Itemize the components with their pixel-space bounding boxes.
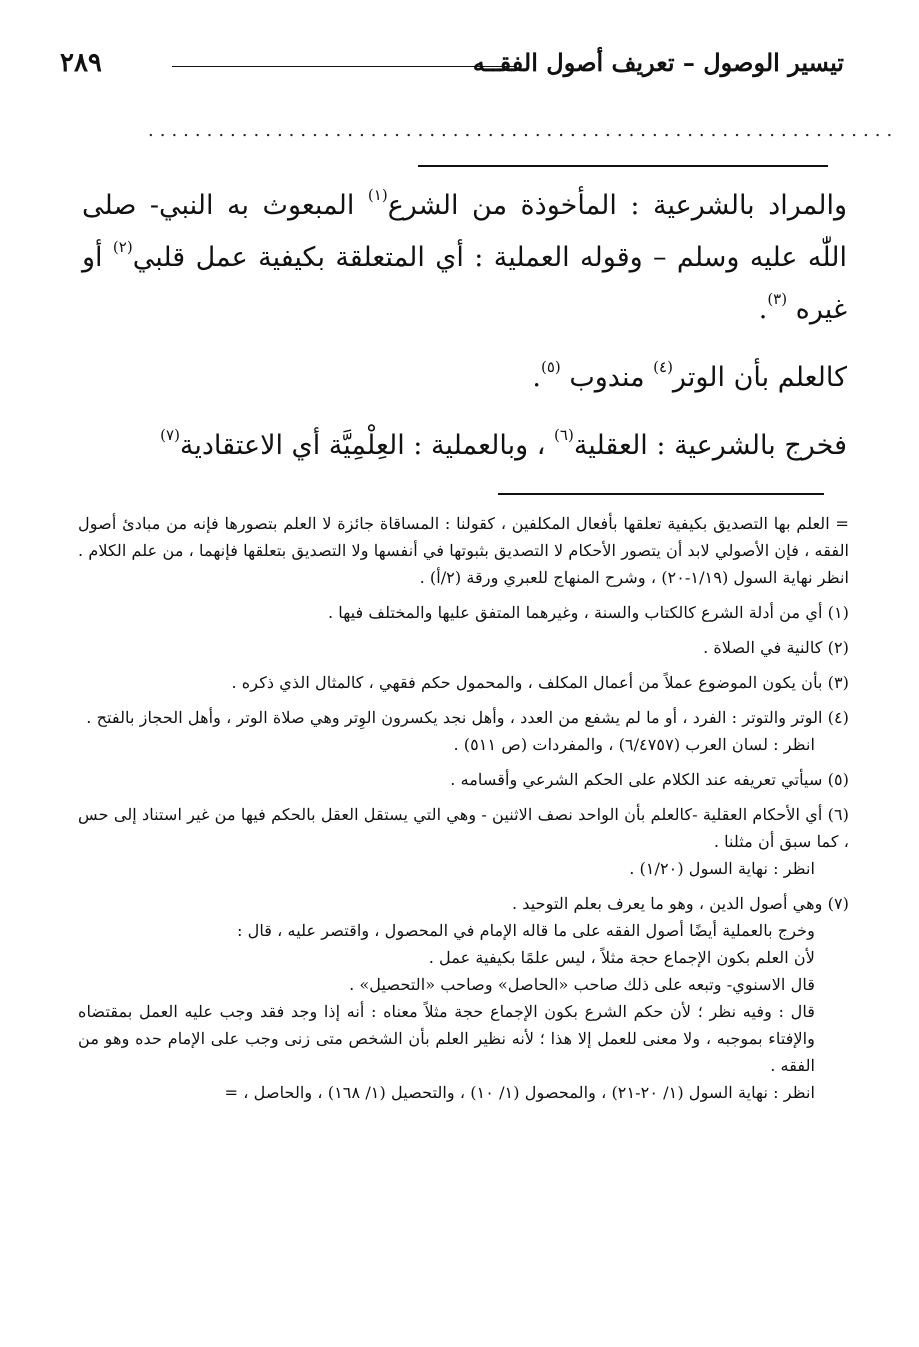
text-run: ، وبالعملية : العِلْمِيَّة أي الاعتقادية bbox=[179, 430, 555, 461]
footnote-ref-3[interactable]: (٣) bbox=[767, 290, 788, 308]
footnote-continuation: = العلم بها التصديق بكيفية تعلقها بأفعال المكلفين ، كقولنا : المساقاة جائزة لا العلم بتصورها فإنه من مبادئ أصول الفقه ، فإن الأصولي لابد أن يتصور الأحكام لا التصديق بثبوتها في أنفسها ولا التصديق بتعلقها فإنهما ، من علم الكلام . انظر نهاية السول (١/١٩-٢٠) ، وشرح المنهاج للعبري ورقة (٢/أ) . bbox=[78, 514, 849, 587]
main-text bbox=[82, 180, 847, 472]
footnote-ref-1[interactable]: (١) bbox=[367, 186, 388, 204]
footnote-7-line-c: قال الاسنوي- وتبعه على ذلك صاحب «الحاصل» وصاحب «التحصيل» . bbox=[349, 975, 815, 994]
footnote-7-line-a: وخرج بالعملية أيضًا أصول الفقه على ما قاله الإمام في المحصول ، واقتصر عليه ، قال : bbox=[236, 921, 815, 940]
footnote-ref-4[interactable]: (٤) bbox=[653, 358, 673, 376]
footnote-7: (٧) وهي أصول الدين ، وهو ما يعرف بعلم التوحيد . bbox=[512, 894, 849, 913]
text-run: . bbox=[758, 294, 768, 325]
footnote-4: (٤) الوتر والتوتر : الفرد ، أو ما لم يشفع من العدد ، وأهل نجد يكسرون الوِتر وهي صلاة الوتر ، وأهل الحجاز بالفتح . bbox=[86, 708, 849, 727]
footnote-7-line-e: انظر : نهاية السول (١/ ٢٠-٢١) ، والمحصول (١/ ١٠) ، والتحصيل (١/ ١٦٨) ، والحاصل ، = bbox=[224, 1083, 815, 1102]
footnote-3: (٣) بأن يكون الموضوع عملاً من أعمال المكلف ، والمحمول حكم فقهي ، كالمثال الذي ذكره . bbox=[231, 673, 849, 692]
footnote-ref-6[interactable]: (٦) bbox=[554, 426, 574, 444]
footnote-6: (٦) أي الأحكام العقلية -كالعلم بأن الواحد نصف الاثنين - وهي التي يستقل العقل بالحكم فيها من غير استناد إلى حس ، كما سبق أن مثلنا . bbox=[78, 805, 849, 851]
footnote-7-line-d: قال : وفيه نظر ؛ لأن حكم الشرع بكون الإجماع حجة مثلاً معناه : أنه إذا وجد فقد وجب عليه العمل بمقتضاه والإفتاء بموجبه ، ولا معنى للعمل إلا هذا ؛ لأنه نظير العلم بأن الشخص متى زنى وجب على الإمام حده وهو من الفقه . bbox=[78, 1002, 815, 1075]
paragraph-example bbox=[82, 352, 847, 404]
footnote-2: (٢) كالنية في الصلاة . bbox=[703, 638, 849, 657]
footnote-1: (١) أي من أدلة الشرع كالكتاب والسنة ، وغيرهما المتفق عليها والمختلف فيها . bbox=[327, 603, 849, 622]
text-run: . bbox=[532, 362, 541, 393]
footnote-ref-2[interactable]: (٢) bbox=[112, 238, 133, 256]
text-run: كالعلم بأن الوتر bbox=[672, 362, 847, 393]
footnote-5: (٥) سيأتي تعريفه عند الكلام على الحكم الشرعي وأقسامه . bbox=[450, 770, 849, 789]
header-rule bbox=[172, 66, 514, 67]
footnote-ref-5[interactable]: (٥) bbox=[540, 358, 561, 376]
footnote-4-reference: انظر : لسان العرب (٦/٤٧٥٧) ، والمفردات (ص ٥١١) . bbox=[453, 735, 815, 754]
dotted-separator: ................................................................ bbox=[148, 120, 899, 141]
footnote-6-reference: انظر : نهاية السول (١/٢٠) . bbox=[629, 859, 815, 878]
text-run: والمراد بالشرعية : المأخوذة من الشرع bbox=[387, 190, 847, 221]
footnote-rule bbox=[498, 493, 824, 495]
paragraph-definition bbox=[82, 180, 847, 336]
text-run: أو غيره bbox=[82, 242, 847, 325]
paragraph-exclusion bbox=[82, 420, 847, 472]
page-header bbox=[60, 48, 844, 84]
text-run: المبعوث به النبي- صلى اللّٰه عليه وسلم – وقوله العملية : أي المتعلقة بكيفية عمل قلبي bbox=[82, 190, 847, 273]
running-title: تيسير الوصول – تعريف أصول الفقــه bbox=[472, 48, 844, 77]
page-number: ٢٨٩ bbox=[60, 48, 102, 78]
footnotes bbox=[78, 510, 849, 1106]
text-run: فخرج بالشرعية : العقلية bbox=[573, 430, 847, 461]
footnote-7-line-b: لأن العلم بكون الإجماع حجة مثلاً ، ليس علمًا بكيفية عمل . bbox=[428, 948, 815, 967]
text-run: مندوب bbox=[560, 362, 654, 393]
footnote-ref-7[interactable]: (٧) bbox=[160, 426, 180, 444]
section-rule bbox=[418, 165, 828, 167]
